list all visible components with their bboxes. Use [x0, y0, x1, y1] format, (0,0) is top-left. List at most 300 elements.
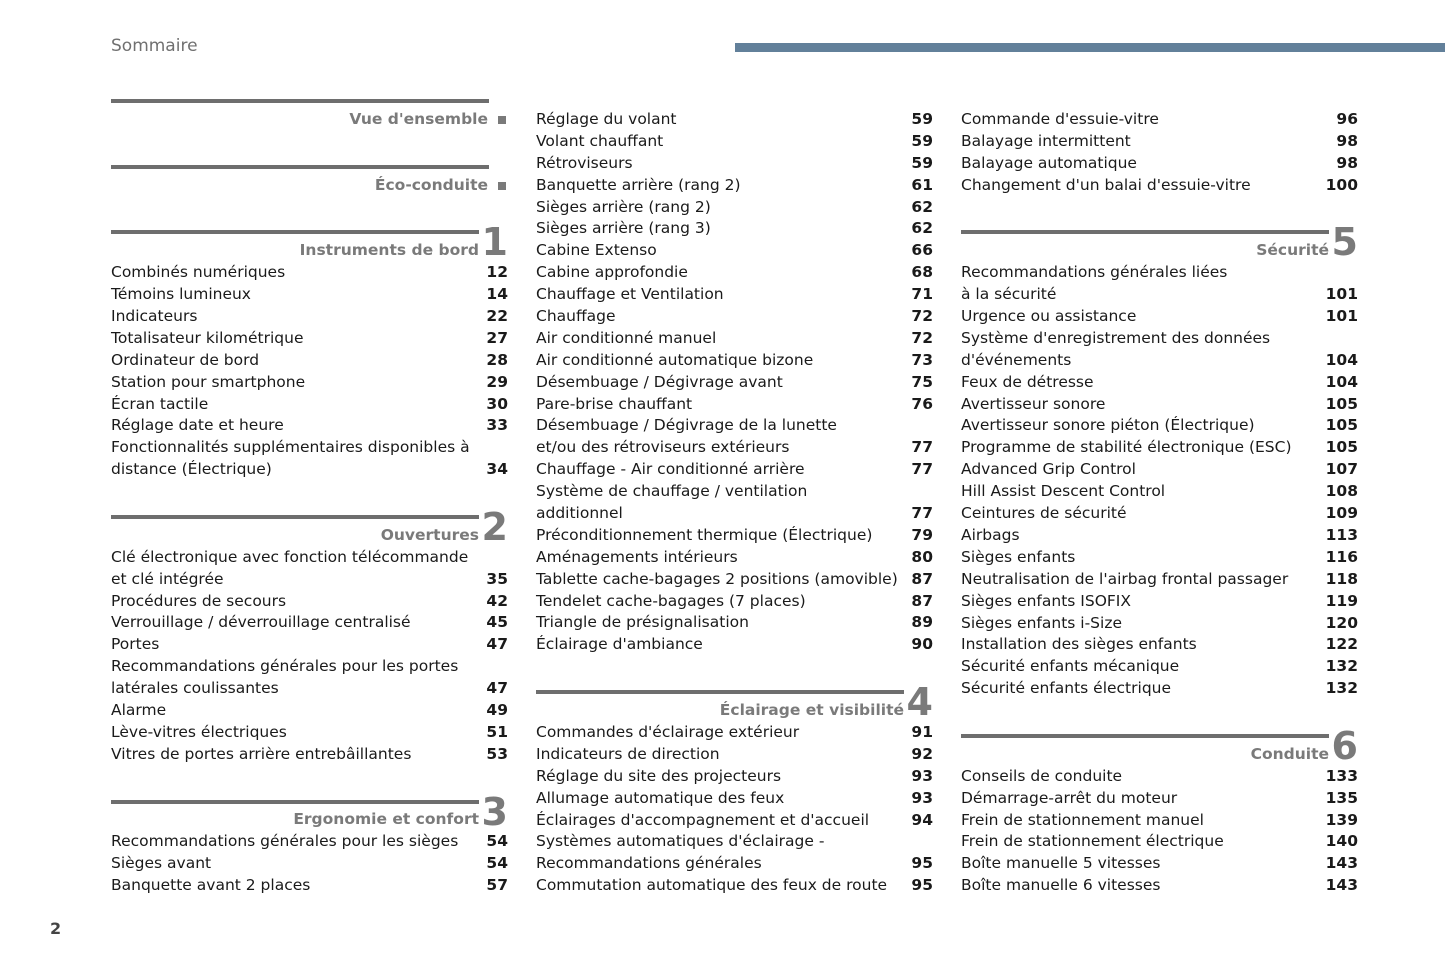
toc-entry[interactable]	[536, 810, 933, 832]
toc-entry-line	[111, 306, 508, 328]
section-title[interactable]: Ouvertures	[380, 525, 479, 544]
toc-entry[interactable]	[536, 415, 933, 459]
toc-entry-page[interactable]: 105	[1325, 394, 1358, 413]
toc-entry-page[interactable]: 87	[911, 569, 933, 588]
toc-entry[interactable]	[536, 197, 933, 219]
toc-entry-text[interactable]: Airbags	[961, 525, 1020, 544]
toc-entry-page[interactable]: 66	[911, 241, 933, 260]
section-title[interactable]: Éco-conduite	[374, 175, 488, 194]
toc-entry-line	[961, 634, 1358, 656]
toc-entry[interactable]	[961, 678, 1358, 700]
toc-entry-page[interactable]: 93	[911, 766, 933, 785]
toc-entry-text[interactable]: Recommandations générales pour les sièges	[111, 832, 459, 851]
toc-entry-page[interactable]: 95	[911, 876, 933, 895]
toc-entry-text[interactable]: Sécurité enfants électrique	[961, 679, 1172, 698]
toc-entry[interactable]	[536, 547, 933, 569]
toc-entry-line	[961, 569, 1358, 591]
toc-entry-text[interactable]: Pare-brise chauffant	[536, 394, 693, 413]
toc-entry[interactable]	[536, 109, 933, 131]
toc-entry-text[interactable]: Conseils de conduite	[961, 766, 1123, 785]
toc-entry-text[interactable]: Sièges arrière (rang 3)	[536, 219, 711, 238]
toc-entry-page[interactable]: 54	[486, 832, 508, 851]
toc-entry-line	[111, 875, 508, 897]
toc-entry-text[interactable]: Commutation automatique des feux de route	[536, 876, 888, 895]
toc-entry-text[interactable]: Vitres de portes arrière entrebâillantes	[111, 744, 412, 763]
toc-entry-text[interactable]: Changement d'un balai d'essuie-vitre	[961, 175, 1251, 194]
toc-entry-text[interactable]: Air conditionné automatique bizone	[536, 350, 814, 369]
toc-entry[interactable]	[111, 612, 508, 634]
toc-column-1	[111, 87, 508, 897]
toc-entry-text[interactable]: Avertisseur sonore piéton (Électrique)	[961, 416, 1255, 435]
toc-entry[interactable]	[961, 766, 1358, 788]
toc-entry[interactable]	[961, 788, 1358, 810]
toc-entry[interactable]	[536, 175, 933, 197]
toc-entry[interactable]	[961, 262, 1358, 306]
toc-entry-text[interactable]: Feux de détresse	[961, 372, 1094, 391]
toc-entry-page[interactable]: 108	[1325, 482, 1358, 501]
toc-entry[interactable]	[111, 591, 508, 613]
toc-entry-page[interactable]: 71	[911, 285, 933, 304]
toc-entry[interactable]	[536, 525, 933, 547]
toc-entry-text[interactable]: Frein de stationnement manuel	[961, 810, 1204, 829]
toc-entry[interactable]	[111, 831, 508, 853]
section-divider	[111, 230, 479, 234]
toc-entry-page[interactable]: 59	[911, 131, 933, 150]
toc-entry[interactable]	[961, 459, 1358, 481]
toc-entry-page[interactable]: 77	[911, 460, 933, 479]
toc-entry[interactable]	[536, 328, 933, 350]
toc-entry-page[interactable]: 98	[1336, 131, 1358, 150]
toc-entry[interactable]	[961, 591, 1358, 613]
toc-entry-page[interactable]: 107	[1325, 460, 1358, 479]
section-title[interactable]: Sécurité	[1256, 241, 1329, 260]
toc-entry-page[interactable]: 72	[911, 328, 933, 347]
toc-entry-text[interactable]: Boîte manuelle 6 vitesses	[961, 876, 1161, 895]
toc-entry-text[interactable]: distance (Électrique)	[111, 460, 272, 479]
toc-entry-text[interactable]: Verrouillage / déverrouillage centralisé	[111, 613, 411, 632]
toc-entry-page[interactable]: 140	[1325, 832, 1358, 851]
toc-entry[interactable]	[111, 372, 508, 394]
toc-entry-page[interactable]: 133	[1325, 766, 1358, 785]
section-divider	[111, 800, 479, 804]
toc-entry-page[interactable]: 90	[911, 635, 933, 654]
toc-entry-line	[536, 437, 933, 459]
toc-entry-line	[961, 853, 1358, 875]
toc-entry-line	[536, 591, 933, 613]
toc-entry[interactable]	[111, 656, 508, 700]
toc-entry-text[interactable]: Écran tactile	[111, 394, 209, 413]
section-title[interactable]: Vue d'ensemble	[349, 109, 488, 128]
toc-entry-page[interactable]: 27	[486, 328, 508, 347]
toc-entry-text[interactable]: latérales coulissantes	[111, 679, 279, 698]
toc-entry-page[interactable]: 22	[486, 306, 508, 325]
toc-entry[interactable]	[111, 415, 508, 437]
toc-entry-text[interactable]: Lève-vitres électriques	[111, 722, 287, 741]
section-title[interactable]: Conduite	[1250, 744, 1329, 763]
toc-entry-page[interactable]: 120	[1325, 613, 1358, 632]
toc-entry-text[interactable]: Neutralisation de l'airbag frontal passager	[961, 569, 1289, 588]
toc-entry-page[interactable]: 12	[486, 263, 508, 282]
toc-entry-text[interactable]: Avertisseur sonore	[961, 394, 1106, 413]
toc-entry-text[interactable]: Tablette cache-bagages 2 positions (amovible)	[536, 569, 898, 588]
toc-entry-text[interactable]: Air conditionné manuel	[536, 328, 717, 347]
toc-entry-page[interactable]: 33	[486, 416, 508, 435]
toc-entry[interactable]	[961, 437, 1358, 459]
toc-entry-line	[536, 394, 933, 416]
toc-entry[interactable]	[111, 722, 508, 744]
toc-entry-page[interactable]: 143	[1325, 876, 1358, 895]
toc-entry-text[interactable]: Éclairages d'accompagnement et d'accueil	[536, 810, 870, 829]
toc-entry-line	[536, 284, 933, 306]
toc-entry-line	[111, 394, 508, 416]
toc-entry[interactable]	[961, 481, 1358, 503]
toc-entry-text[interactable]: Aménagements intérieurs	[536, 547, 738, 566]
toc-entry-page[interactable]: 77	[911, 504, 933, 523]
toc-entry-page[interactable]: 132	[1325, 679, 1358, 698]
section-title[interactable]: Ergonomie et confort	[293, 810, 479, 829]
toc-entry[interactable]	[961, 634, 1358, 656]
toc-entry-page[interactable]: 132	[1325, 657, 1358, 676]
toc-entry-text[interactable]: Cabine approfondie	[536, 263, 688, 282]
toc-entry[interactable]	[536, 831, 933, 875]
toc-entry-page[interactable]: 34	[486, 460, 508, 479]
section-number: 1	[481, 220, 508, 265]
toc-entry[interactable]	[536, 240, 933, 262]
toc-entry-page[interactable]: 79	[911, 525, 933, 544]
toc-entry-page[interactable]: 59	[911, 153, 933, 172]
toc-entry[interactable]	[961, 831, 1358, 853]
toc-entry[interactable]	[536, 744, 933, 766]
toc-entry[interactable]	[111, 634, 508, 656]
toc-entry-page[interactable]: 143	[1325, 854, 1358, 873]
toc-entry-page[interactable]: 101	[1325, 285, 1358, 304]
toc-entry-text[interactable]: Programme de stabilité électronique (ESC)	[961, 438, 1292, 457]
toc-entry-page[interactable]: 91	[911, 722, 933, 741]
toc-entry-line	[961, 547, 1358, 569]
toc-entry-text[interactable]: Systèmes automatiques d'éclairage -	[536, 832, 825, 851]
toc-entry-line	[961, 306, 1358, 328]
toc-entry-line	[536, 459, 933, 481]
toc-entry-page[interactable]: 76	[911, 394, 933, 413]
toc-entry-line	[961, 831, 1358, 853]
section-header	[111, 87, 508, 131]
toc-entry-page[interactable]: 54	[486, 854, 508, 873]
toc-entry-page[interactable]: 135	[1325, 788, 1358, 807]
toc-entry-page[interactable]: 109	[1325, 504, 1358, 523]
toc-entry[interactable]	[111, 700, 508, 722]
toc-entry-line	[961, 591, 1358, 613]
toc-entry[interactable]	[536, 131, 933, 153]
toc-entry[interactable]	[961, 153, 1358, 175]
toc-entry-text[interactable]: Indicateurs de direction	[536, 744, 720, 763]
toc-entry-text[interactable]: Indicateurs	[111, 306, 198, 325]
toc-entry-page[interactable]: 89	[911, 613, 933, 632]
toc-entry[interactable]	[536, 722, 933, 744]
toc-entry[interactable]	[111, 284, 508, 306]
toc-entry-text[interactable]: Désembuage / Dégivrage de la lunette	[536, 416, 837, 435]
toc-entry-line	[961, 766, 1358, 788]
toc-entry-page[interactable]: 100	[1325, 175, 1358, 194]
toc-entry-page[interactable]: 28	[486, 350, 508, 369]
toc-entry-page[interactable]: 77	[911, 438, 933, 457]
toc-entry-page[interactable]: 72	[911, 307, 933, 326]
toc-entry[interactable]	[961, 875, 1358, 897]
toc-entry-text[interactable]: Volant chauffant	[536, 131, 664, 150]
toc-entry-line	[961, 481, 1358, 503]
toc-entry[interactable]	[961, 853, 1358, 875]
toc-entry-page[interactable]: 80	[911, 547, 933, 566]
toc-entry-line	[111, 547, 508, 569]
toc-entry[interactable]	[536, 569, 933, 591]
toc-entry[interactable]	[536, 218, 933, 240]
toc-entry-text[interactable]: Chauffage et Ventilation	[536, 285, 724, 304]
toc-entry[interactable]	[536, 372, 933, 394]
toc-entry[interactable]	[961, 372, 1358, 394]
toc-entry-page[interactable]: 94	[911, 810, 933, 829]
toc-entry-text[interactable]: Témoins lumineux	[111, 285, 251, 304]
toc-entry[interactable]	[536, 591, 933, 613]
toc-entry[interactable]	[961, 656, 1358, 678]
toc-entry-page[interactable]: 49	[486, 701, 508, 719]
toc-entry-line	[961, 656, 1358, 678]
toc-entry[interactable]	[111, 744, 508, 766]
toc-entry-text[interactable]: Frein de stationnement électrique	[961, 832, 1224, 851]
toc-entry-page[interactable]: 105	[1325, 416, 1358, 435]
section-title[interactable]: Instruments de bord	[299, 241, 479, 260]
toc-entry-line	[961, 810, 1358, 832]
toc-entry-text[interactable]: Fonctionnalités supplémentaires disponibles à	[111, 438, 470, 457]
section-title[interactable]: Éclairage et visibilité	[719, 701, 904, 720]
toc-entry-text[interactable]: Alarme	[111, 701, 167, 719]
toc-entry[interactable]	[961, 613, 1358, 635]
toc-entry-page[interactable]: 93	[911, 788, 933, 807]
toc-entry-line	[536, 503, 933, 525]
toc-entry[interactable]	[961, 547, 1358, 569]
toc-entry[interactable]	[111, 394, 508, 416]
toc-entry-text[interactable]: Boîte manuelle 5 vitesses	[961, 854, 1161, 873]
toc-entry-page[interactable]: 104	[1325, 372, 1358, 391]
toc-entry-page[interactable]: 47	[486, 635, 508, 654]
toc-entry-line	[961, 131, 1358, 153]
toc-entry-text[interactable]: Advanced Grip Control	[961, 460, 1136, 479]
section-divider	[111, 99, 489, 103]
toc-entry[interactable]	[961, 394, 1358, 416]
toc-entry-page[interactable]: 116	[1325, 547, 1358, 566]
toc-entry-text[interactable]: Portes	[111, 635, 160, 654]
toc-entry-text[interactable]: Tendelet cache-bagages (7 places)	[536, 591, 806, 610]
toc-entry[interactable]	[961, 415, 1358, 437]
toc-entry-page[interactable]: 57	[486, 876, 508, 895]
toc-entry-page[interactable]: 35	[486, 569, 508, 588]
toc-entry-page[interactable]: 45	[486, 613, 508, 632]
toc-entry-text[interactable]: et clé intégrée	[111, 569, 224, 588]
toc-entry-text[interactable]: Allumage automatique des feux	[536, 788, 785, 807]
toc-entry-text[interactable]: Clé électronique avec fonction télécommande	[111, 547, 469, 566]
toc-entry[interactable]	[111, 853, 508, 875]
toc-entry[interactable]	[536, 262, 933, 284]
toc-entry-page[interactable]: 62	[911, 219, 933, 238]
toc-entry-page[interactable]: 29	[486, 372, 508, 391]
toc-entry-line	[961, 415, 1358, 437]
toc-entry-page[interactable]: 122	[1325, 635, 1358, 654]
toc-entry-text[interactable]: Commande d'essuie-vitre	[961, 110, 1159, 128]
toc-entry[interactable]	[961, 810, 1358, 832]
toc-entry-page[interactable]: 51	[486, 722, 508, 741]
toc-entry-line	[536, 766, 933, 788]
toc-entry-text[interactable]: Chauffage - Air conditionné arrière	[536, 460, 805, 479]
toc-entry-text[interactable]: et/ou des rétroviseurs extérieurs	[536, 438, 790, 457]
toc-entry-page[interactable]: 92	[911, 744, 933, 763]
toc-entry[interactable]	[536, 875, 933, 897]
toc-entry[interactable]	[536, 350, 933, 372]
toc-entry-page[interactable]: 42	[486, 591, 508, 610]
toc-entry[interactable]	[961, 503, 1358, 525]
toc-entry-page[interactable]: 68	[911, 263, 933, 282]
toc-entry-text[interactable]: Urgence ou assistance	[961, 307, 1137, 326]
toc-entry-text[interactable]: Sièges enfants ISOFIX	[961, 591, 1131, 610]
toc-entry-line	[536, 153, 933, 175]
toc-entry-line	[111, 372, 508, 394]
toc-entry[interactable]	[536, 306, 933, 328]
toc-entry-page[interactable]: 87	[911, 591, 933, 610]
toc-entry-text[interactable]: Préconditionnement thermique (Électrique)	[536, 525, 873, 544]
toc-entry-page[interactable]: 75	[911, 372, 933, 391]
toc-entry[interactable]	[111, 306, 508, 328]
toc-entry[interactable]	[961, 131, 1358, 153]
toc-entry-text[interactable]: Système d'enregistrement des données	[961, 328, 1271, 347]
toc-entry-text[interactable]: Éclairage d'ambiance	[536, 635, 703, 654]
toc-entry-page[interactable]: 30	[486, 394, 508, 413]
toc-entry-text[interactable]: Balayage automatique	[961, 153, 1137, 172]
toc-entry-text[interactable]: Recommandations générales liées	[961, 263, 1228, 282]
toc-entry[interactable]	[536, 766, 933, 788]
toc-entry-text[interactable]: Procédures de secours	[111, 591, 287, 610]
toc-entry[interactable]	[961, 569, 1358, 591]
toc-entry-line	[536, 131, 933, 153]
toc-entry-line	[111, 656, 508, 678]
toc-entry-text[interactable]: Sièges arrière (rang 2)	[536, 197, 711, 216]
toc-entry-page[interactable]: 105	[1325, 438, 1358, 457]
toc-entry[interactable]	[536, 459, 933, 481]
toc-entry-text[interactable]: Station pour smartphone	[111, 372, 306, 391]
toc-entry-page[interactable]: 98	[1336, 153, 1358, 172]
toc-entry-text[interactable]: Désembuage / Dégivrage avant	[536, 372, 783, 391]
toc-entry-line	[536, 240, 933, 262]
toc-entry-text[interactable]: Sièges avant	[111, 854, 212, 873]
header-accent-bar	[735, 43, 1445, 52]
toc-entry[interactable]	[111, 350, 508, 372]
toc-entry-line	[111, 612, 508, 634]
toc-entry-text[interactable]: Réglage date et heure	[111, 416, 284, 435]
toc-entry-text[interactable]: Installation des sièges enfants	[961, 635, 1197, 654]
toc-entry[interactable]	[536, 788, 933, 810]
toc-entry-text[interactable]: Commandes d'éclairage extérieur	[536, 722, 800, 741]
toc-entry-text[interactable]: Chauffage	[536, 307, 616, 326]
toc-entry-page[interactable]: 62	[911, 197, 933, 216]
toc-entry-line	[536, 634, 933, 656]
toc-entry[interactable]	[111, 547, 508, 591]
toc-entry[interactable]	[536, 284, 933, 306]
toc-entry[interactable]	[961, 306, 1358, 328]
toc-entry[interactable]	[961, 525, 1358, 547]
toc-entry-text[interactable]: Sièges enfants	[961, 547, 1076, 566]
toc-entry-line	[961, 153, 1358, 175]
toc-entry-text[interactable]: Rétroviseurs	[536, 153, 633, 172]
toc-entry-text[interactable]: d'événements	[961, 350, 1072, 369]
toc-entry-line	[536, 831, 933, 853]
toc-entry-line	[961, 284, 1358, 306]
toc-entry-text[interactable]: Système de chauffage / ventilation	[536, 482, 808, 501]
toc-entry-text[interactable]: Banquette arrière (rang 2)	[536, 175, 741, 194]
toc-entry-text[interactable]: Hill Assist Descent Control	[961, 482, 1166, 501]
toc-entry-page[interactable]: 53	[486, 744, 508, 763]
toc-entry-text[interactable]: additionnel	[536, 504, 623, 523]
toc-entry-line	[536, 350, 933, 372]
toc-entry-text[interactable]: Banquette avant 2 places	[111, 876, 311, 895]
square-bullet-icon	[498, 182, 506, 190]
toc-entry-page[interactable]: 59	[911, 110, 933, 128]
toc-entry[interactable]	[961, 328, 1358, 372]
toc-entry-text[interactable]: Combinés numériques	[111, 263, 286, 282]
toc-entry[interactable]	[536, 394, 933, 416]
toc-entry-text[interactable]: Totalisateur kilométrique	[111, 328, 304, 347]
toc-entry-text[interactable]: Réglage du site des projecteurs	[536, 766, 782, 785]
toc-entry-line	[111, 459, 508, 481]
toc-entry-page[interactable]: 14	[486, 285, 508, 304]
toc-entry-page[interactable]: 96	[1336, 110, 1358, 128]
toc-entry[interactable]	[536, 153, 933, 175]
toc-entry[interactable]	[111, 875, 508, 897]
toc-entry-line	[536, 218, 933, 240]
toc-entry-line	[536, 262, 933, 284]
toc-entry[interactable]	[111, 262, 508, 284]
toc-entry-text[interactable]: Sièges enfants i-Size	[961, 613, 1122, 632]
toc-entry-text[interactable]: à la sécurité	[961, 285, 1057, 304]
toc-entry-page[interactable]: 118	[1325, 569, 1358, 588]
toc-entry-line	[536, 744, 933, 766]
toc-entry-page[interactable]: 95	[911, 854, 933, 873]
toc-entry-text[interactable]: Recommandations générales pour les portes	[111, 657, 459, 676]
toc-entry-text[interactable]: Recommandations générales	[536, 854, 762, 873]
toc-entry-text[interactable]: Ordinateur de bord	[111, 350, 260, 369]
toc-entry[interactable]	[536, 481, 933, 525]
toc-entry-text[interactable]: Ceintures de sécurité	[961, 504, 1127, 523]
toc-entry-page[interactable]: 119	[1325, 591, 1358, 610]
toc-entry-line	[961, 175, 1358, 197]
toc-entry[interactable]	[111, 328, 508, 350]
toc-entry-text[interactable]: Balayage intermittent	[961, 131, 1131, 150]
toc-entry-page[interactable]: 113	[1325, 525, 1358, 544]
toc-entry[interactable]	[536, 634, 933, 656]
toc-entry-line	[111, 634, 508, 656]
toc-entry-text[interactable]: Cabine Extenso	[536, 241, 657, 260]
toc-entry[interactable]	[961, 109, 1358, 131]
toc-entry-page[interactable]: 73	[911, 350, 933, 369]
section-divider	[111, 515, 479, 519]
toc-entry-text[interactable]: Réglage du volant	[536, 110, 677, 128]
toc-entry[interactable]	[111, 437, 508, 481]
toc-entry[interactable]	[536, 612, 933, 634]
toc-entry-page[interactable]: 139	[1325, 810, 1358, 829]
toc-entry-page[interactable]: 61	[911, 175, 933, 194]
toc-entry-text[interactable]: Triangle de présignalisation	[536, 613, 749, 632]
toc-entry-page[interactable]: 101	[1325, 307, 1358, 326]
toc-entry-page[interactable]: 47	[486, 679, 508, 698]
toc-entry[interactable]	[961, 175, 1358, 197]
toc-entry-text[interactable]: Sécurité enfants mécanique	[961, 657, 1180, 676]
toc-entry-text[interactable]: Démarrage-arrêt du moteur	[961, 788, 1178, 807]
toc-entry-page[interactable]: 104	[1325, 350, 1358, 369]
